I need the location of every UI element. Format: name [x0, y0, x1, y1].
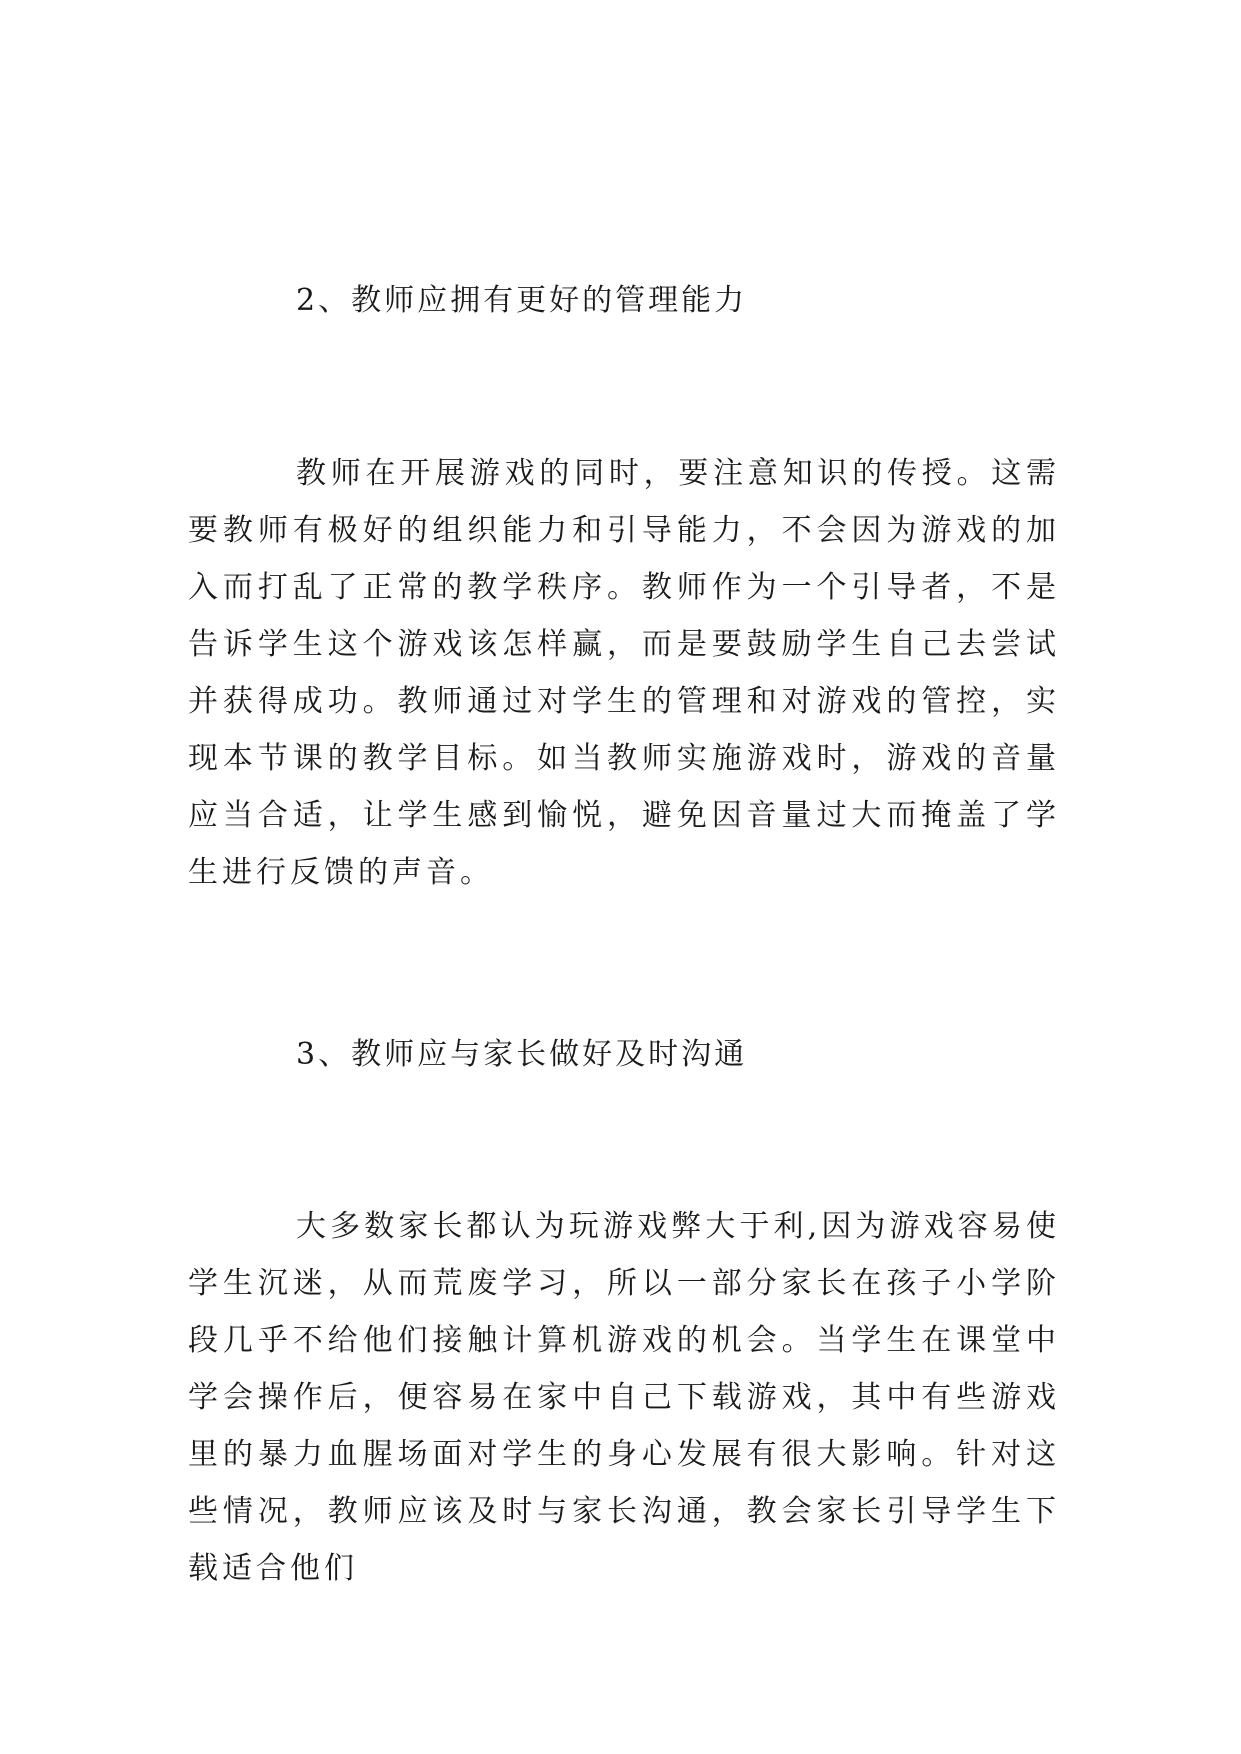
section-heading: 3、教师应与家长做好及时沟通: [296, 1037, 748, 1072]
section-heading: 2、教师应拥有更好的管理能力: [296, 283, 748, 318]
section-paragraph: 大多数家长都认为玩游戏弊大于利,因为游戏容易使学生沉迷，从而荒废学习，所以一部分家长在孩子小学阶段几乎不给他们接触计算机游戏的机会。当学生在课堂中学会操作后，便容易在家中自己下载游戏，其中有些游戏里的暴力血腥场面对学生的身心发展有很大影响。针对这些情况，教师应该及时与家长沟通，教会家长引导学生下载适合他们: [188, 1209, 1060, 1586]
section-paragraph: 教师在开展游戏的同时，要注意知识的传授。这需要教师有极好的组织能力和引导能力，不会因为游戏的加入而打乱了正常的教学秩序。教师作为一个引导者，不是告诉学生这个游戏该怎样赢，而是要鼓励学生自己去尝试并获得成功。教师通过对学生的管理和对游戏的管控，实现本节课的教学目标。如当教师实施游戏时，游戏的音量应当合适，让学生感到愉悦，避免因音量过大而掩盖了学生进行反馈的声音。: [188, 456, 1060, 890]
